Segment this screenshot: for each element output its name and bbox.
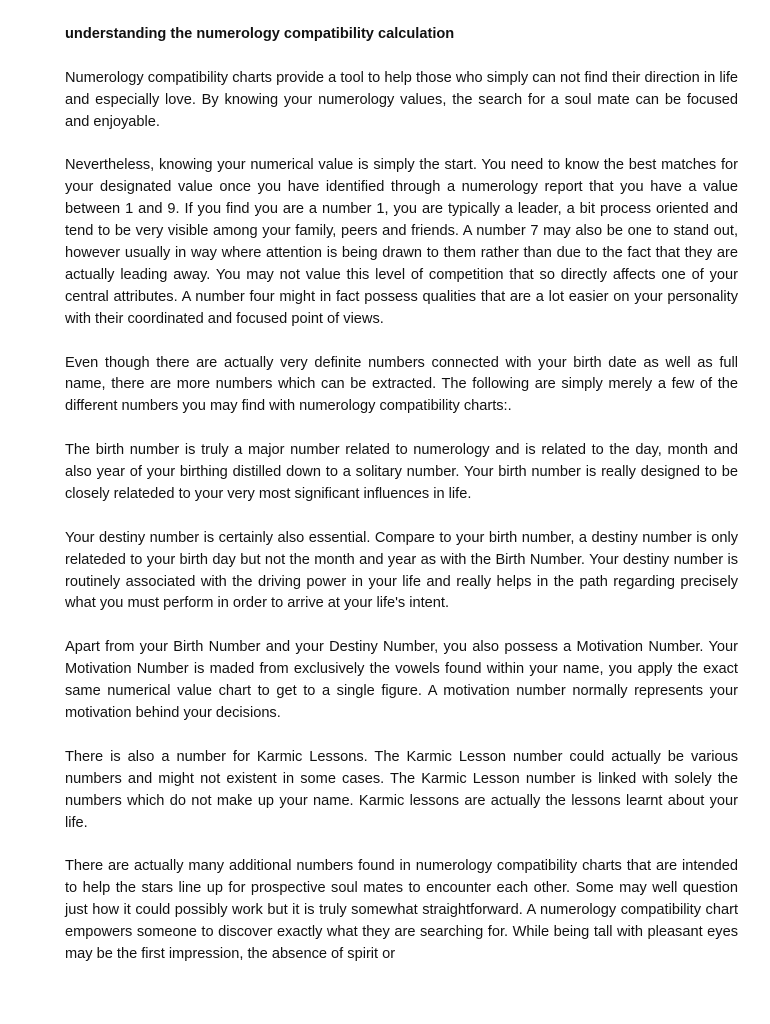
paragraph-additional-numbers: There are actually many additional numbers found in numerology compatibility charts that are intended to help the stars line up for prospective soul mates to encounter each other. Some may well question just how it could possibly work but it is truly somewhat straightforward. A numerology compatibility chart empowers someone to discover exactly what they are searching for. While being tall with pleasant eyes may be the first impression, the absence of spirit or bbox=[65, 858, 738, 962]
article bbox=[65, 24, 738, 988]
paragraph-motivation-number: Apart from your Birth Number and your Destiny Number, you also possess a Motivation Number. Your Motivation Number is maded from exclusively the vowels found within your name, you apply the exact same numerical value chart to get to a single figure. A motivation number normally represents your motivation behind your decisions. bbox=[65, 639, 738, 721]
paragraph-birth-number: The birth number is truly a major number related to numerology and is related to the day, month and also year of your birthing distilled down to a solitary number. Your birth number is really designed to be closely relateded to your very most significant influences in life. bbox=[65, 442, 738, 502]
paragraph-extracted-numbers: Even though there are actually very definite numbers connected with your birth date as well as full name, there are more numbers which can be extracted. The following are simply merely a few of the different numbers you may find with numerology compatibility charts:. bbox=[65, 354, 738, 415]
paragraph-karmic-lessons: There is also a number for Karmic Lessons. The Karmic Lesson number could actually be various numbers and might not existent in some cases. The Karmic Lesson number is linked with solely the numbers which do not make up your name. Karmic lessons are actually the lessons learnt about your life. bbox=[65, 748, 738, 831]
paragraph-intro: Numerology compatibility charts provide a tool to help those who simply can not find their direction in life and especially love. By knowing your numerology values, the search for a soul mate can be focused and enjoyable. bbox=[65, 69, 738, 130]
paragraph-value-matches: Nevertheless, knowing your numerical value is simply the start. You need to know the best matches for your designated value once you have identified through a numerology report that you have a value between 1 and 9. If you find you are a number 1, you are typically a leader, a bit process oriented and tend to be very visible among your family, peers and friends. A number 7 may also be one to stand out, however usually in way where attention is being drawn to them rather than due to the fact that they are actually leading away. You may not value this level of competition that so directly affects one of your central attributes. A number four might in fact possess qualities that are a lot easier on your personality with their coordinated and focused point of views. bbox=[65, 157, 738, 327]
article-title: understanding the numerology compatibility calculation bbox=[65, 26, 455, 42]
paragraph-destiny-number: Your destiny number is certainly also essential. Compare to your birth number, a destiny number is only relateded to your birth day but not the month and year as with the Birth Number. Your destiny number is routinely associated with the driving power in your life and really helps in the path regarding precisely what you must perform in order to arrive at your life's intent. bbox=[65, 529, 738, 612]
